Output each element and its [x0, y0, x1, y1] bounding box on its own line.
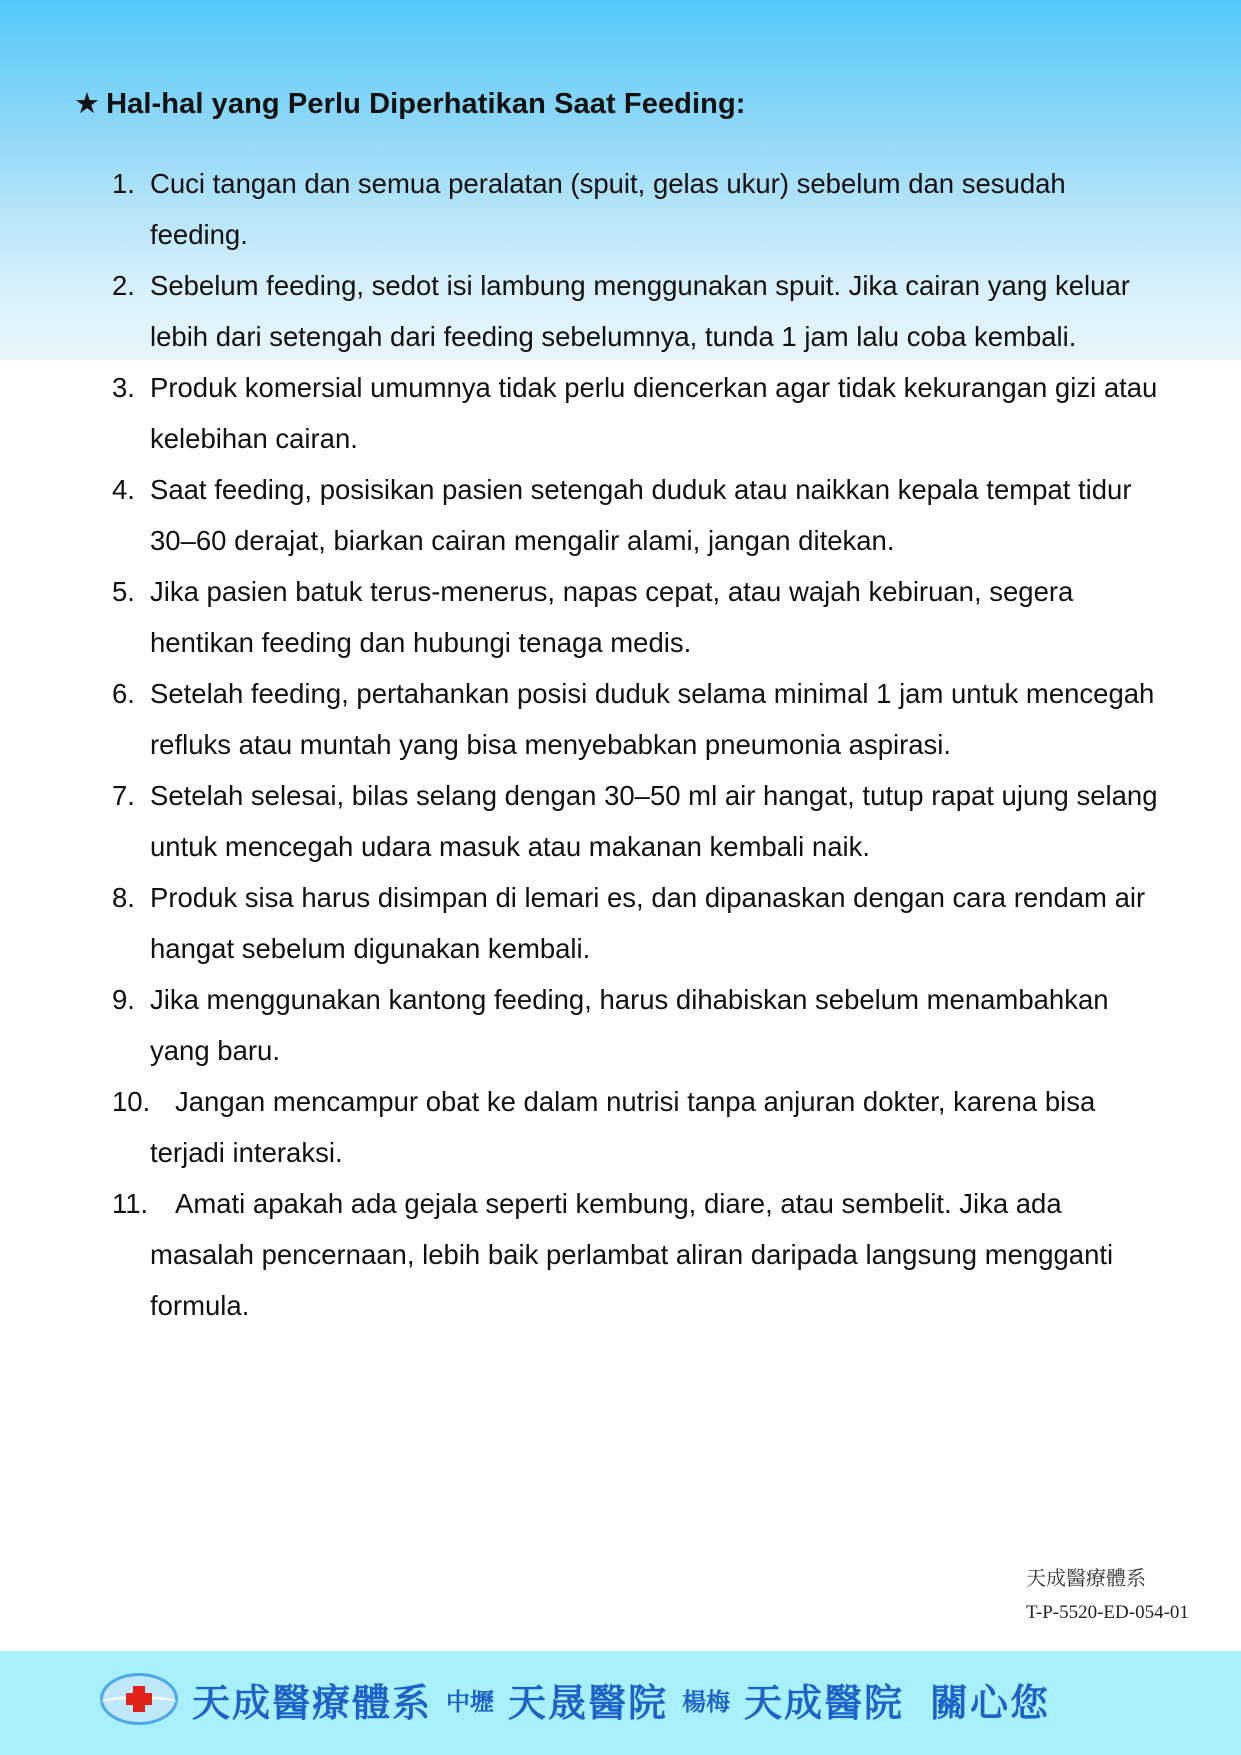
document-code: T-P-5520-ED-054-01: [1026, 1602, 1189, 1623]
section-heading: [74, 86, 746, 121]
hospital-logo-icon: [100, 1673, 178, 1725]
list-item: [0, 872, 1241, 974]
list-item: [0, 260, 1241, 362]
footer-banner: [0, 1651, 1241, 1755]
list-item: [0, 770, 1241, 872]
item-text: Produk komersial umumnya tidak perlu diencerkan agar tidak kekurangan gizi atau kelebihan cairan.: [150, 372, 1158, 454]
footer-hospital-1: 天晟醫院: [508, 1682, 669, 1725]
list-item: [0, 974, 1241, 1076]
star-icon: ★: [74, 88, 101, 120]
footer-location-1: 中壢: [446, 1688, 495, 1716]
item-number: 9.: [112, 984, 135, 1015]
list-item: [0, 668, 1241, 770]
list-item: [0, 464, 1241, 566]
item-text: Setelah selesai, bilas selang dengan 30–50 ml air hangat, tutup rapat ujung selang untuk mencegah udara masuk atau makanan kembali naik.: [150, 780, 1158, 862]
footer-row: [100, 1669, 1050, 1729]
item-text: Sebelum feeding, sedot isi lambung menggunakan spuit. Jika cairan yang keluar lebih dari setengah dari feeding sebelumnya, tunda 1 jam lalu coba kembali.: [150, 270, 1130, 352]
item-text: Jangan mencampur obat ke dalam nutrisi tanpa anjuran dokter, karena bisa terjadi interaksi.: [150, 1086, 1096, 1168]
item-text: Setelah feeding, pertahankan posisi duduk selama minimal 1 jam untuk mencegah refluks atau muntah yang bisa menyebabkan pneumonia aspirasi.: [150, 678, 1155, 760]
item-number: 1.: [112, 168, 135, 199]
item-number: 11.: [112, 1188, 149, 1219]
list-item: [0, 1076, 1241, 1178]
list-item: [0, 362, 1241, 464]
instruction-list: [0, 158, 1241, 1331]
footer-group-name: 天成醫療體系: [192, 1682, 433, 1725]
item-number: 2.: [112, 270, 135, 301]
heading-title: Hal-hal yang Perlu Diperhatikan Saat Feeding:: [106, 88, 746, 120]
organization-name: 天成醫療體系: [1026, 1566, 1146, 1590]
list-item: [0, 566, 1241, 668]
item-number: 3.: [112, 372, 135, 403]
list-item: [0, 158, 1241, 260]
item-text: Jika menggunakan kantong feeding, harus dihabiskan sebelum menambahkan yang baru.: [150, 984, 1109, 1066]
item-text: Jika pasien batuk terus-menerus, napas cepat, atau wajah kebiruan, segera hentikan feeding dan hubungi tenaga medis.: [150, 576, 1074, 658]
footer-hospital-2: 天成醫院: [744, 1682, 905, 1725]
item-text: Amati apakah ada gejala seperti kembung, diare, atau sembelit. Jika ada masalah pencernaan, lebih baik perlambat aliran daripada langsung mengganti formula.: [150, 1188, 1114, 1321]
item-number: 5.: [112, 576, 135, 607]
item-number: 8.: [112, 882, 135, 913]
item-number: 4.: [112, 474, 135, 505]
item-number: 10.: [112, 1086, 151, 1117]
logo-swoosh: [101, 1696, 177, 1709]
item-number: 7.: [112, 780, 135, 811]
footer-slogan: 關心您: [930, 1682, 1051, 1725]
item-number: 6.: [112, 678, 135, 709]
item-text: Cuci tangan dan semua peralatan (spuit, gelas ukur) sebelum dan sesudah feeding.: [150, 168, 1066, 250]
item-text: Saat feeding, posisikan pasien setengah duduk atau naikkan kepala tempat tidur 30–60 derajat, biarkan cairan mengalir alami, jangan ditekan.: [150, 474, 1132, 556]
footer-location-2: 楊梅: [682, 1688, 731, 1716]
item-text: Produk sisa harus disimpan di lemari es, dan dipanaskan dengan cara rendam air hangat sebelum digunakan kembali.: [150, 882, 1146, 964]
list-item: [0, 1178, 1241, 1331]
